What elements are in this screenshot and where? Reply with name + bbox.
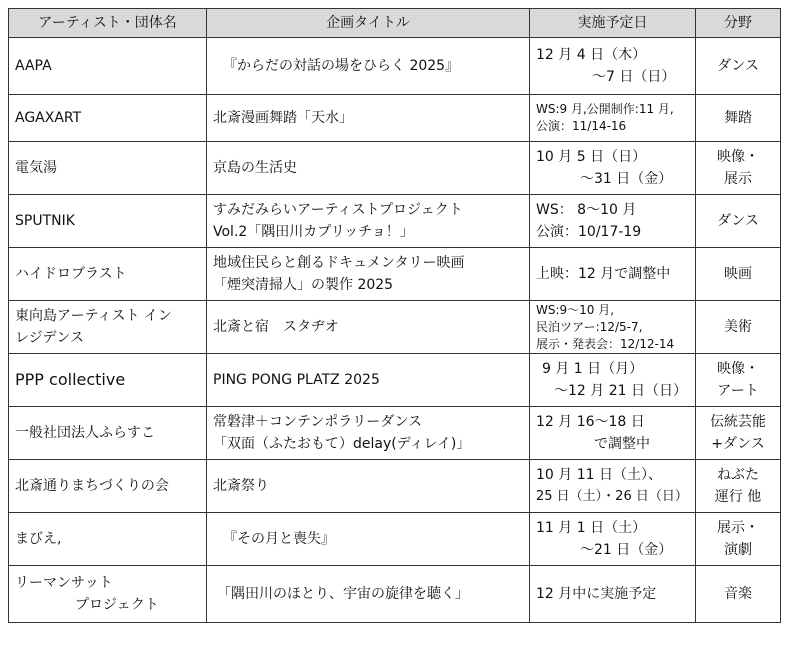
field-cell <box>696 95 781 142</box>
date-line: 12 月中に実施予定 <box>536 586 657 602</box>
title-cell <box>207 248 530 301</box>
date-line: 公演：10/17-19 <box>536 224 642 240</box>
table-row <box>9 407 781 460</box>
artist-cell <box>9 407 207 460</box>
project-title: 『からだの対話の場をひらく 2025』 <box>223 58 460 74</box>
table-row <box>9 95 781 142</box>
date-line: 9 月 1 日（月） <box>542 361 644 377</box>
table-row <box>9 195 781 248</box>
title-cell <box>207 95 530 142</box>
field-label: 音楽 <box>724 586 752 602</box>
header-date: 実施予定日 <box>530 9 696 38</box>
field-label: 展示・ <box>717 520 759 536</box>
date-line: WS:9～10 月, <box>536 302 615 317</box>
artist-cell <box>9 142 207 195</box>
schedule-table <box>8 8 781 623</box>
artist-name: SPUTNIK <box>15 213 75 229</box>
field-label: 映画 <box>724 266 752 282</box>
date-line: 公演：11/14-16 <box>536 119 627 133</box>
title-cell <box>207 460 530 513</box>
artist-name: まびえ, <box>15 531 62 547</box>
date-line: WS： 8～10 月 <box>536 202 637 218</box>
date-line: 11 月 1 日（土） <box>536 520 647 536</box>
field-label: ねぶた <box>717 467 759 483</box>
date-cell <box>530 407 696 460</box>
table-row <box>9 460 781 513</box>
date-cell <box>530 38 696 95</box>
artist-cell <box>9 95 207 142</box>
field-label: 映像・ <box>717 149 759 165</box>
project-title: 「煙突清掃人」の製作 2025 <box>213 277 394 293</box>
artist-cell <box>9 460 207 513</box>
date-line: 25 日（土）・26 日（日） <box>536 489 688 504</box>
field-label: 舞踏 <box>724 110 752 126</box>
field-cell <box>696 301 781 354</box>
project-title: PING PONG PLATZ 2025 <box>213 372 380 388</box>
field-label: ダンス <box>717 213 759 229</box>
date-line: 12 月 16～18 日 <box>536 414 645 430</box>
field-cell <box>696 460 781 513</box>
field-label: +ダンス <box>711 436 765 452</box>
date-line: ～21 日（金） <box>580 542 673 558</box>
date-cell <box>530 248 696 301</box>
table-row <box>9 566 781 623</box>
date-line: 10 月 11 日（土）、 <box>536 467 662 483</box>
project-title: 北斎祭り <box>213 478 269 494</box>
date-cell <box>530 354 696 407</box>
date-cell <box>530 513 696 566</box>
header-field: 分野 <box>696 9 781 38</box>
artist-cell <box>9 301 207 354</box>
field-cell <box>696 513 781 566</box>
date-cell <box>530 95 696 142</box>
field-cell <box>696 566 781 623</box>
artist-name: ハイドロブラスト <box>15 266 127 282</box>
date-line: 12 月 4 日（木） <box>536 47 647 63</box>
date-cell <box>530 460 696 513</box>
project-title: 「双面（ふたおもて）delay(ディレイ)」 <box>213 436 471 452</box>
artist-name: 電気湯 <box>15 160 57 176</box>
field-cell <box>696 248 781 301</box>
date-line: 展示・発表会：12/12-14 <box>536 336 675 351</box>
artist-cell <box>9 354 207 407</box>
artist-name: リーマンサット <box>15 575 113 591</box>
field-label: 運行 他 <box>714 489 762 505</box>
artist-cell <box>9 38 207 95</box>
field-label: アート <box>717 383 759 399</box>
title-cell <box>207 354 530 407</box>
title-cell <box>207 142 530 195</box>
table-row <box>9 513 781 566</box>
field-label: ダンス <box>717 58 759 74</box>
date-cell <box>530 195 696 248</box>
date-line: ～7 日（日） <box>592 69 676 85</box>
table-row <box>9 248 781 301</box>
project-title: すみだみらいアーティストプロジェクト <box>213 202 463 218</box>
header-title: 企画タイトル <box>207 9 530 38</box>
header-row <box>9 9 781 38</box>
title-cell <box>207 195 530 248</box>
artist-cell <box>9 248 207 301</box>
date-line: 上映：12 月で調整中 <box>536 266 671 282</box>
artist-name: AAPA <box>15 58 52 74</box>
project-title: 京島の生活史 <box>213 160 297 176</box>
artist-cell <box>9 195 207 248</box>
project-title: 「隅田川のほとり、宇宙の旋律を聴く」 <box>217 586 469 602</box>
project-title: 北斎漫画舞踏「天水」 <box>213 110 353 126</box>
table-row <box>9 354 781 407</box>
project-title: 地域住民らと創るドキュメンタリー映画 <box>213 255 465 271</box>
artist-name: PPP collective <box>15 370 126 389</box>
title-cell <box>207 301 530 354</box>
project-title: 常磐津＋コンテンポラリーダンス <box>213 414 423 430</box>
title-cell <box>207 407 530 460</box>
field-cell <box>696 407 781 460</box>
artist-cell <box>9 513 207 566</box>
field-cell <box>696 354 781 407</box>
date-cell <box>530 566 696 623</box>
field-label: 美術 <box>724 319 752 335</box>
date-line: ～31 日（金） <box>580 171 673 187</box>
date-cell <box>530 142 696 195</box>
date-line: 10 月 5 日（日） <box>536 149 647 165</box>
project-title: Vol.2「隅田川カプリッチョ！」 <box>213 224 414 240</box>
field-label: 伝統芸能 <box>710 414 766 430</box>
table-row <box>9 142 781 195</box>
field-cell <box>696 38 781 95</box>
date-line: WS:9 月,公開制作:11 月, <box>536 102 674 116</box>
title-cell <box>207 566 530 623</box>
date-line: で調整中 <box>594 436 650 452</box>
title-cell <box>207 38 530 95</box>
field-label: 展示 <box>724 171 752 187</box>
field-cell <box>696 195 781 248</box>
artist-name: レジデンス <box>15 330 84 346</box>
header-artist: アーティスト・団体名 <box>9 9 207 38</box>
table-row <box>9 301 781 354</box>
table-row <box>9 38 781 95</box>
artist-name: 一般社団法人ふらすこ <box>15 425 155 441</box>
artist-name: AGAXART <box>15 110 82 126</box>
project-title: 『その月と喪失』 <box>223 531 335 547</box>
field-label: 映像・ <box>717 361 759 377</box>
title-cell <box>207 513 530 566</box>
date-line: ～12 月 21 日（日） <box>554 383 687 399</box>
artist-name: 北斎通りまちづくりの会 <box>15 478 169 494</box>
field-label: 演劇 <box>724 542 752 558</box>
project-title: 北斎と宿 スタヂオ <box>213 319 339 335</box>
date-line: 民泊ツアー:12/5-7, <box>536 319 643 334</box>
artist-name: 東向島アーティスト イン <box>15 308 172 324</box>
field-cell <box>696 142 781 195</box>
artist-name: プロジェクト <box>75 597 159 613</box>
artist-cell <box>9 566 207 623</box>
date-cell <box>530 301 696 354</box>
